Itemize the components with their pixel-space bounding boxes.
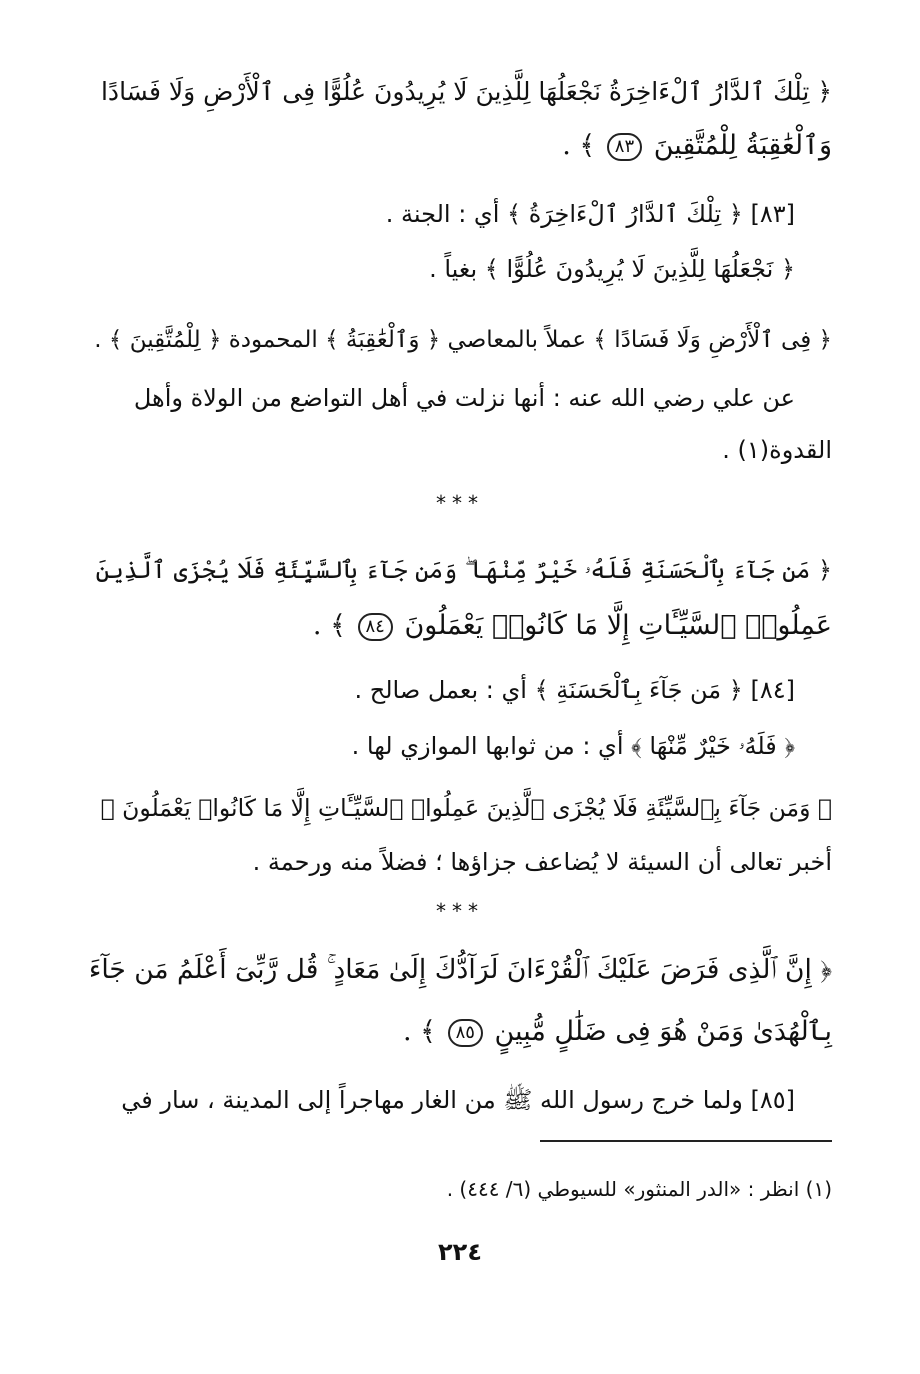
commentary-84-line-1: [٨٤] ﴿ مَن جَآءَ بِٱلْحَسَنَةِ ﴾ أي : بعمل صالح . [354, 676, 795, 704]
commentary-84-line-2: ﴿ فَلَهُۥ خَيْرٌ مِّنْهَا ﴾ أي : من ثوابها الموازي لها . [351, 732, 795, 760]
verse-84-line-2-end: ﴾ . [312, 610, 346, 641]
footnote-divider [540, 1140, 832, 1142]
footnote: (١) انظر : «الدر المنثور» للسيوطي (٦/ ٤٤٤) . [446, 1177, 832, 1201]
verse-83-line-1: ﴿ تِلْكَ ٱلدَّارُ ٱلْءَاخِرَةُ نَجْعَلُهَا لِلَّذِينَ لَا يُرِيدُونَ عُلُوًّا فِى ٱلْأَرْضِ وَلَا فَسَادًا [100, 77, 832, 106]
ayah-number-84: ٨٤ [358, 613, 393, 641]
narration-line-1: عن علي رضي الله عنه : أنها نزلت في أهل التواضع من الولاة وأهل [133, 384, 795, 412]
ayah-number-83: ٨٣ [607, 133, 642, 161]
ayah-number-85: ٨٥ [448, 1019, 483, 1047]
verse-84-line-2-text: عَمِلُوا۟ ٱلسَّيِّـَٔاتِ إِلَّا مَا كَانُوا۟ يَعْمَلُونَ [404, 610, 832, 641]
commentary-84-line-3: ﴿ وَمَن جَآءَ بِٱلسَّيِّئَةِ فَلَا يُجْزَى ٱلَّذِينَ عَمِلُوا۟ ٱلسَّيِّـَٔاتِ إِلَّا مَا كَانُوا۟ يَعْمَلُونَ ﴾ [100, 794, 832, 822]
verse-85-line-2-text: بِٱلْهُدَىٰ وَمَنْ هُوَ فِى ضَلَٰلٍ مُّبِينٍ [494, 1016, 832, 1047]
commentary-84-line-4: أخبر تعالى أن السيئة لا يُضاعف جزاؤها ؛ فضلاً منه ورحمة . [252, 848, 832, 876]
verse-84-line-1: ﴿ مَن جَآءَ بِٱلْحَسَنَةِ فَلَهُۥ خَيْرٌ مِّنْهَا ۖ وَمَن جَآءَ بِٱلسَّيِّئَةِ فَلَا يُجْزَى ٱلَّذِينَ [95, 556, 832, 584]
commentary-83-line-1: [٨٣] ﴿ تِلْكَ ٱلدَّارُ ٱلْءَاخِرَةُ ﴾ أي : الجنة . [385, 200, 795, 228]
verse-84-line-2 [313, 604, 832, 648]
commentary-85-line-1: [٨٥] ولما خرج رسول الله ﷺ من الغار مهاجراً إلى المدينة ، سار في [121, 1086, 795, 1114]
commentary-83-line-3: ﴿ فِى ٱلْأَرْضِ وَلَا فَسَادًا ﴾ عملاً بالمعاصي ﴿ وَٱلْعَٰقِبَةُ ﴾ المحمودة ﴿ لِلْمُتَّقِينَ ﴾ . [94, 327, 832, 353]
commentary-83-line-2: ﴿ نَجْعَلُهَا لِلَّذِينَ لَا يُرِيدُونَ عُلُوًّا ﴾ بغياً . [429, 255, 795, 283]
section-separator-1: *** [436, 491, 484, 515]
verse-83-line-2-end: ﴾ . [562, 130, 596, 161]
verse-85-line-2 [403, 1010, 832, 1054]
page-number: ٢٢٤ [438, 1238, 482, 1266]
narration-line-2: القدوة(١) . [722, 436, 832, 464]
verse-83-line-2 [562, 124, 832, 168]
verse-83-line-2-text: وَٱلْعَٰقِبَةُ لِلْمُتَّقِينَ [653, 130, 832, 161]
verse-85-line-1: ﴿ إِنَّ ٱلَّذِى فَرَضَ عَلَيْكَ ٱلْقُرْءَانَ لَرَآدُّكَ إِلَىٰ مَعَادٍ ۚ قُل رَّبِّىٓ أَعْلَمُ مَن جَآءَ [88, 954, 832, 985]
verse-85-line-2-end: ﴾ . [402, 1016, 436, 1047]
section-separator-2: *** [436, 899, 484, 923]
